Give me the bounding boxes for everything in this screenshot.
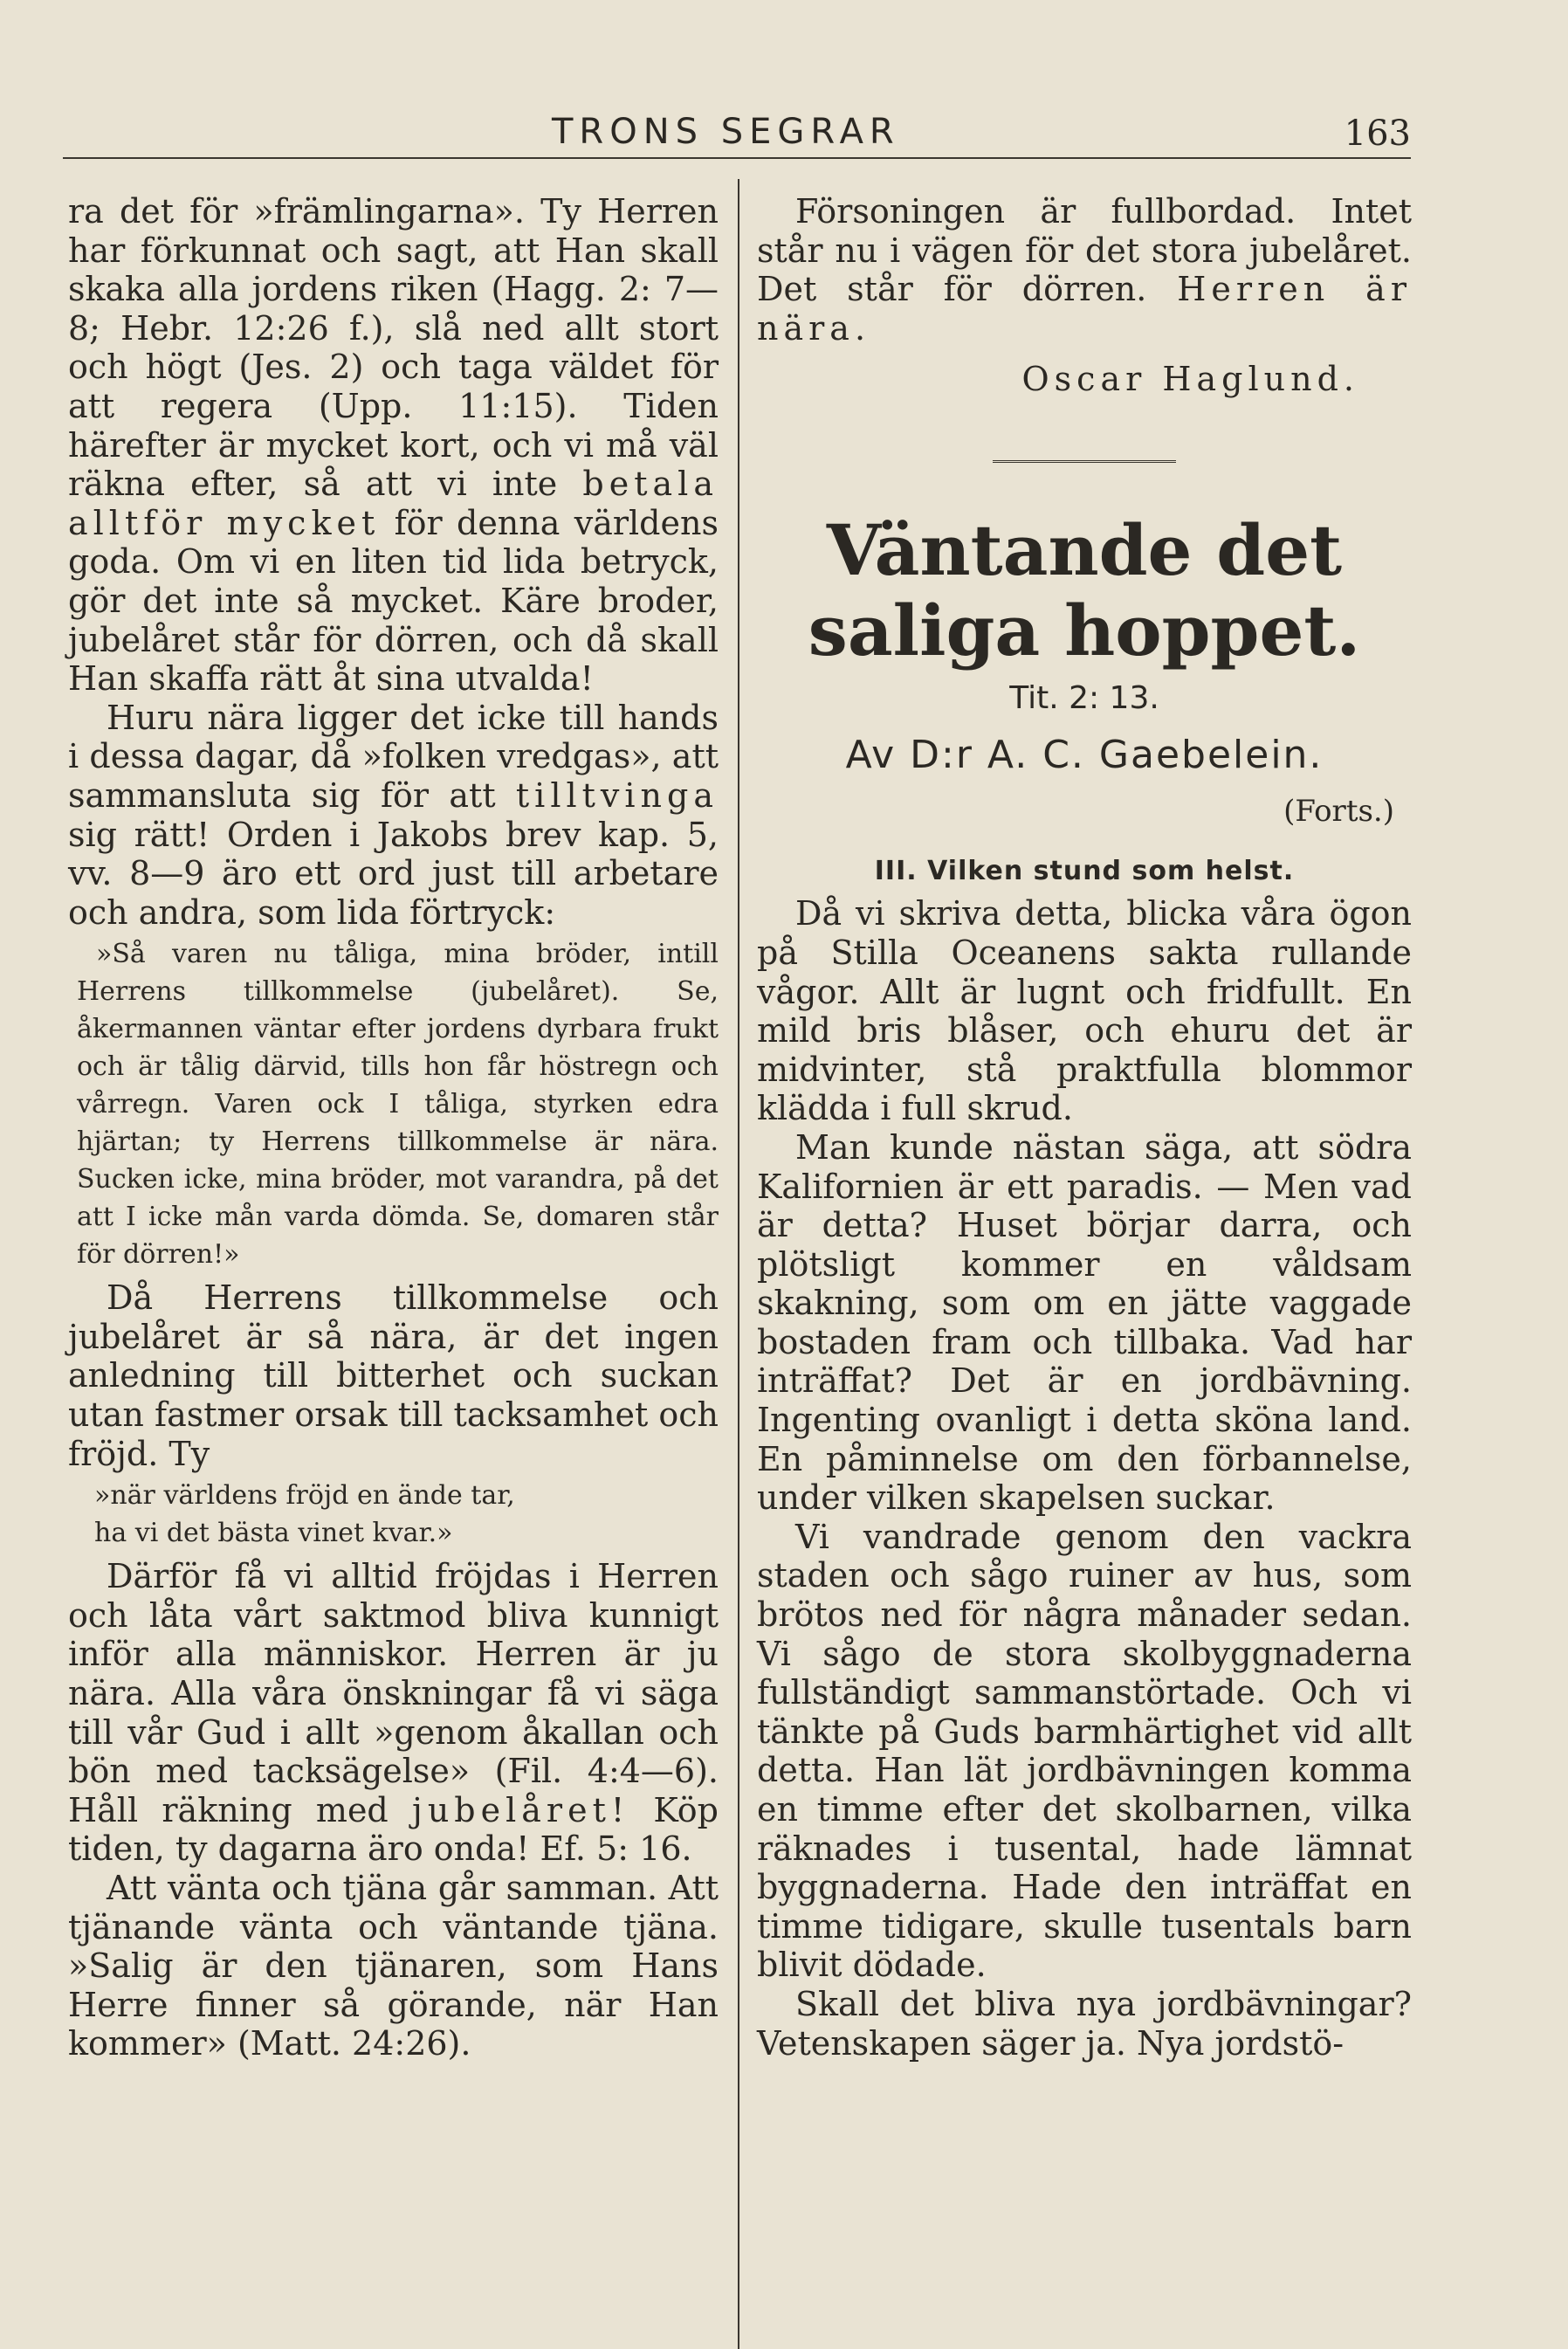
continued-note: (Forts.) bbox=[1283, 794, 1394, 830]
paragraph bbox=[757, 192, 1412, 348]
verse-line: »när världens fröjd en ände tar, bbox=[94, 1480, 515, 1512]
emphasized-text: tilltvinga bbox=[515, 775, 719, 815]
emphasized-text: Herren är nära. bbox=[757, 270, 1412, 348]
column-divider bbox=[738, 179, 739, 2349]
paragraph bbox=[68, 699, 719, 933]
paragraph: Man kunde nästan säga, att södra Kalifornien är ett paradis. — Men vad är detta? Huset börjar darra, och plötsligt kommer en våldsam skakning, som om en jätte vaggade bostaden fram och tillbaka. Vad har inträffat? Det är en jordbävning. Ingenting ovanligt i detta sköna land. En påminnelse om den förbannelse, under vilken skapelsen suckar. bbox=[757, 1127, 1412, 1518]
text: för denna världens goda. Om vi en liten tid lida betryck, gör det inte så mycket. Käre broder, jubelåret står för dörren, och då skall Han skaffa rätt åt sina utvalda! bbox=[68, 503, 719, 699]
text: Huru nära ligger det icke till hands i dessa dagar, då »folken vredgas», att sammansluta sig för att bbox=[68, 698, 719, 815]
emphasized-text: jubelåret! bbox=[412, 1790, 630, 1829]
right-column bbox=[757, 192, 1412, 2063]
running-title: TRONS SEGRAR bbox=[552, 112, 900, 152]
emphasized-text: betala alltför mycket bbox=[68, 465, 719, 542]
paragraph: Skall det bliva nya jordbävningar? Vetenskapen säger ja. Nya jordstö- bbox=[757, 1984, 1412, 2063]
signature: Oscar Haglund. bbox=[1021, 360, 1359, 399]
verse-quote bbox=[68, 1477, 719, 1552]
text: sig rätt! Orden i Jakobs brev kap. 5, vv. 8—9 äro ett ord just till arbetare och andra, som lida förtryck: bbox=[68, 815, 719, 932]
page-number: 163 bbox=[1344, 114, 1411, 154]
paragraph bbox=[68, 1557, 719, 1869]
page-header bbox=[63, 105, 1411, 159]
article-author: Av D:r A. C. Gaebelein. bbox=[845, 732, 1324, 777]
left-column bbox=[68, 192, 719, 2063]
scripture-reference: Tit. 2: 13. bbox=[1009, 679, 1159, 716]
article-title: Väntande det saliga hoppet. bbox=[808, 508, 1361, 672]
text: Köp tiden, ty dagarna äro onda! Ef. 5: 16. bbox=[68, 1790, 719, 1869]
verse-line: ha vi det bästa vinet kvar.» bbox=[94, 1518, 453, 1549]
text: ra det för »främlingarna». Ty Herren har förkunnat och sagt, att Han skall skaka alla jordens riken (Hagg. 2: 7—8; Hebr. 12:26 f.), slå ned allt stort och högt (Jes. 2) och taga väldet för att regera (Upp. 11:15). Tiden härefter är mycket kort, och vi må väl räkna efter, så att vi inte bbox=[68, 192, 719, 504]
paragraph bbox=[68, 192, 719, 699]
section-heading: III. Vilken stund som helst. bbox=[874, 855, 1295, 886]
scripture-quote bbox=[68, 935, 719, 1273]
paragraph: Vi vandrade genom den vackra staden och sågo ruiner av hus, som brötos ned för några månader sedan. Vi sågo de stora skolbyggnaderna fullständigt sammanstörtade. Och vi tänkte på Guds barmhärtighet vid allt detta. Han lät jordbävningen komma en timme efter det skolbarnen, vilka räknades i tusental, hade lämnat byggnaderna. Hade den inträffat en timme tidigare, skulle tusentals barn blivit dödade. bbox=[757, 1517, 1412, 1985]
text: Därför få vi alltid fröjdas i Herren och låta vårt saktmod bliva kunnigt inför alla människor. Herren är ju nära. Alla våra önskningar få vi säga till vår Gud i allt »genom åkallan och bön med tacksägelse» (Fil. 4:4—6). Håll räkning med bbox=[68, 1557, 719, 1829]
quote-text: »Så varen nu tåliga, mina bröder, intill Herrens tillkommelse (jubelåret). Se, åkermannen väntar efter jordens dyrbara frukt och är tålig därvid, tills hon får höstregn och vårregn. Varen ock I tåliga, styrken edra hjärtan; ty Herrens tillkommelse är nära. Sucken icke, mina bröder, mot varandra, på det att I icke mån varda dömda. Se, domaren står för dörren!» bbox=[77, 939, 719, 1271]
paragraph: Då Herrens tillkommelse och jubelåret är så nära, är det ingen anledning till bitterhet och suckan utan fastmer orsak till tacksamhet och fröjd. Ty bbox=[68, 1278, 719, 1473]
paragraph: Då vi skriva detta, blicka våra ögon på Stilla Oceanens sakta rullande vågor. Allt är lugnt och fridfullt. En mild bris blåser, och ehuru det är midvinter, stå praktfulla blommor klädda i full skrud. bbox=[757, 894, 1412, 1128]
text: Försoningen är fullbordad. Intet står nu i vägen för det stora jubelåret. Det står för dörren. bbox=[757, 192, 1412, 309]
section-divider bbox=[993, 460, 1176, 466]
paragraph: Att vänta och tjäna går samman. Att tjänande vänta och väntande tjäna. »Salig är den tjänaren, som Hans Herre finner så görande, när Han kommer» (Matt. 24:26). bbox=[68, 1869, 719, 2063]
